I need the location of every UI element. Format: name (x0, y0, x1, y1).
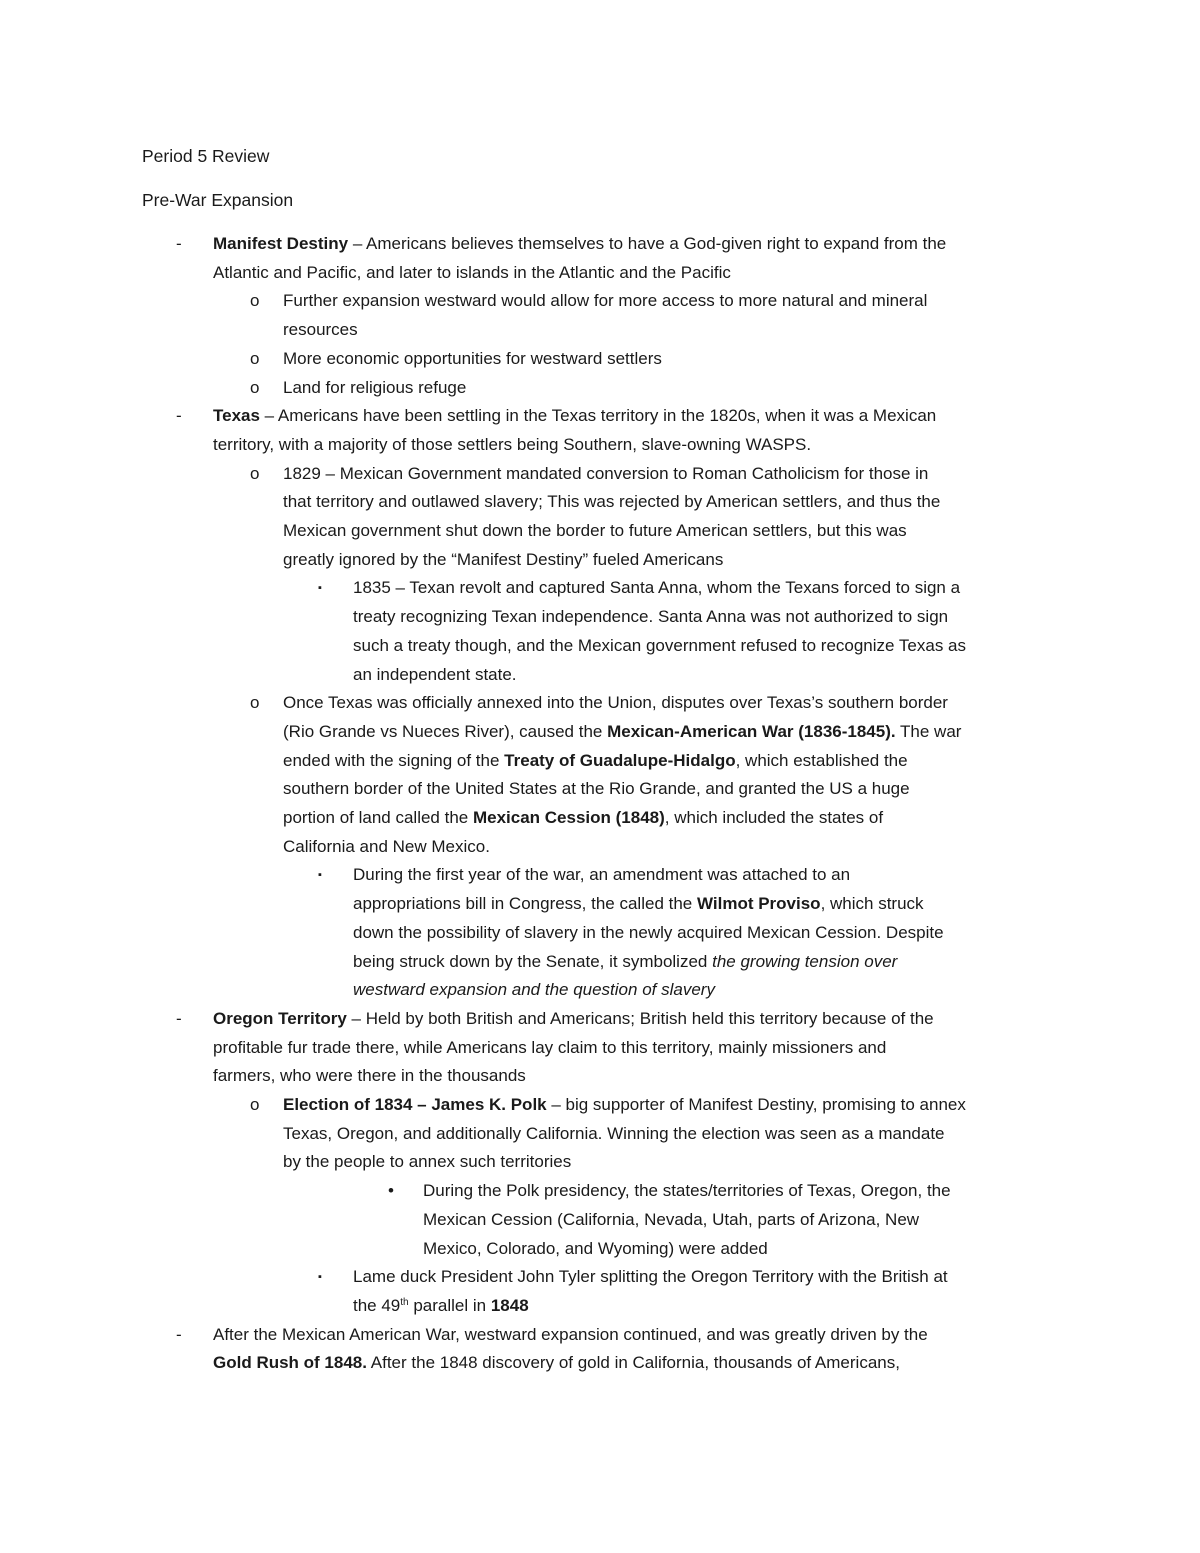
text-line (353, 864, 850, 886)
text-segment: Lame duck President John Tyler splitting the Oregon Territory with the British at (353, 1267, 948, 1287)
text-segment: , which included the states of (664, 808, 884, 827)
text-line (213, 1065, 526, 1087)
section-heading: Pre-War Expansion (142, 190, 294, 210)
text-segment: portion of land called the (283, 808, 473, 827)
document-title: Period 5 Review (142, 146, 270, 166)
text-segment: farmers, who were there in the thousands (213, 1066, 526, 1086)
text-segment: Further expansion westward would allow for more access to more natural and mineral (283, 291, 928, 311)
bold-term: Texas (213, 406, 260, 426)
text-line (283, 319, 358, 341)
text-segment: – Americans believes themselves to have a God-given right to expand from the (348, 234, 947, 253)
text-segment: California and New Mexico. (283, 836, 490, 856)
text-line (213, 405, 936, 427)
bold-term: 1848 (490, 1295, 529, 1315)
text-segment: 1829 – Mexican Government mandated conversion to Roman Catholicism for those in (283, 463, 929, 483)
text-line (283, 1123, 945, 1145)
text-segment: that territory and outlawed slavery; This was rejected by American settlers, and thus the (283, 492, 941, 512)
text-segment: Texas, Oregon, and additionally California. Winning the election was seen as a mandate (283, 1123, 945, 1143)
text-line (353, 1295, 529, 1317)
circle-bullet-icon: o (250, 348, 260, 368)
text-segment: treaty recognizing Texan independence. Santa Anna was not authorized to sign (353, 607, 949, 627)
text-line (353, 606, 948, 628)
text-segment: Once Texas was officially annexed into the Union, disputes over Texas’s southern border (283, 693, 948, 713)
text-segment: down the possibility of slavery in the newly acquired Mexican Cession. Despite (353, 922, 944, 942)
text-line (353, 577, 960, 599)
text-line (283, 721, 961, 743)
text-line (283, 377, 466, 399)
text-line (423, 1238, 768, 1260)
dash-marker: - (176, 1008, 182, 1028)
bold-term: Treaty of Guadalupe-Hidalgo (504, 750, 736, 770)
bold-term: Oregon Territory (213, 1008, 347, 1028)
bold-term: Mexican Cession (1848) (472, 808, 665, 827)
dash-marker: - (176, 406, 182, 426)
text-line (283, 836, 490, 858)
text-line (283, 463, 928, 485)
text-line (213, 434, 811, 456)
text-segment: After the 1848 discovery of gold in California, thousands of Americans, (366, 1353, 900, 1373)
dash-marker: - (176, 234, 182, 253)
text-segment: During the Polk presidency, the states/territories of Texas, Oregon, the (423, 1181, 951, 1201)
text-line (353, 922, 944, 944)
text-segment: During the first year of the war, an amendment was attached to an (353, 865, 851, 885)
text-segment: Mexican government shut down the border to future American settlers, but this was (283, 521, 907, 540)
text-segment: (Rio Grande vs Nueces River), caused the (283, 721, 608, 741)
text-segment: greatly ignored by the “Manifest Destiny” fueled Americans (283, 549, 724, 569)
text-line (283, 1151, 571, 1173)
bold-term: Election of 1834 – James K. Polk (283, 1095, 547, 1114)
text-segment: parallel in (408, 1295, 491, 1315)
text-segment: – big supporter of Manifest Destiny, promising to annex (546, 1095, 966, 1114)
text-line (213, 262, 731, 284)
text-line (283, 520, 907, 542)
text-segment: by the people to annex such territories (283, 1152, 572, 1172)
text-segment: southern border of the United States at the Rio Grande, and granted the US a huge (283, 779, 910, 799)
text-line (353, 635, 966, 657)
bold-term: Mexican-American War (1836-1845). (607, 721, 896, 741)
text-segment: resources (283, 320, 358, 340)
text-line (283, 807, 883, 829)
text-segment: After the Mexican American War, westward expansion continued, and was greatly driven by the (213, 1324, 928, 1344)
text-segment: , which struck (820, 894, 924, 914)
text-segment: – Americans have been settling in the Texas territory in the 1820s, when it was a Mexican (259, 406, 937, 426)
text-segment: – Held by both British and Americans; British held this territory because of the (346, 1008, 934, 1028)
square-bullet-icon: ▪ (318, 1271, 322, 1284)
text-segment: 1835 – Texan revolt and captured Santa Anna, whom the Texans forced to sign a (353, 578, 961, 598)
square-bullet-icon: ▪ (318, 582, 322, 595)
circle-bullet-icon: o (250, 377, 260, 397)
round-bullet-icon: • (388, 1181, 394, 1201)
text-segment: More economic opportunities for westward settlers (283, 348, 662, 368)
text-line (283, 348, 662, 370)
dash-marker: - (176, 1324, 182, 1344)
text-line (213, 233, 946, 255)
italic-phrase: the growing tension over (712, 951, 898, 971)
text-line (283, 692, 948, 714)
text-line (283, 549, 723, 571)
text-line (283, 750, 908, 772)
text-line (283, 290, 927, 312)
text-line (213, 1324, 928, 1346)
italic-phrase: westward expansion and the question of slavery (353, 980, 715, 1000)
text-segment: appropriations bill in Congress, the called the (353, 894, 697, 914)
text-segment: profitable fur trade there, while Americans lay claim to this territory, mainly missioners and (213, 1037, 887, 1057)
text-segment: an independent state. (353, 664, 517, 684)
text-segment: , which established the (735, 750, 908, 770)
bold-term: Manifest Destiny (213, 234, 349, 253)
text-line (213, 1008, 934, 1030)
text-segment: ended with the signing of the (283, 750, 505, 770)
text-line (213, 1352, 900, 1374)
text-segment: Mexico, Colorado, and Wyoming) were added (423, 1238, 768, 1258)
text-segment: such a treaty though, and the Mexican government refused to recognize Texas as (353, 635, 966, 655)
text-segment: the 49 (353, 1295, 401, 1315)
circle-bullet-icon: o (250, 1095, 260, 1114)
text-line (423, 1180, 951, 1202)
text-line (423, 1209, 919, 1231)
circle-bullet-icon: o (250, 693, 260, 713)
text-line (353, 1266, 948, 1288)
text-segment: being struck down by the Senate, it symbolized (353, 951, 713, 971)
text-segment: Land for religious refuge (283, 377, 467, 397)
text-segment: The war (895, 721, 962, 741)
circle-bullet-icon: o (250, 291, 260, 311)
circle-bullet-icon: o (250, 463, 260, 483)
text-segment: Atlantic and Pacific, and later to islands in the Atlantic and the Pacific (213, 262, 731, 282)
text-line (283, 491, 940, 513)
text-line (353, 893, 924, 915)
text-line (353, 951, 897, 973)
text-line (353, 664, 517, 686)
text-line (213, 1037, 886, 1059)
text-line (283, 1094, 966, 1116)
bold-term: Wilmot Proviso (696, 894, 821, 914)
text-line (353, 979, 715, 1001)
superscript: th (400, 1296, 409, 1308)
text-line (283, 778, 910, 800)
text-segment: Mexican Cession (California, Nevada, Utah, parts of Arizona, New (423, 1209, 920, 1229)
text-segment: territory, with a majority of those settlers being Southern, slave-owning WASPS. (213, 434, 812, 454)
square-bullet-icon: ▪ (318, 869, 322, 882)
bold-term: Gold Rush of 1848. (213, 1353, 367, 1373)
